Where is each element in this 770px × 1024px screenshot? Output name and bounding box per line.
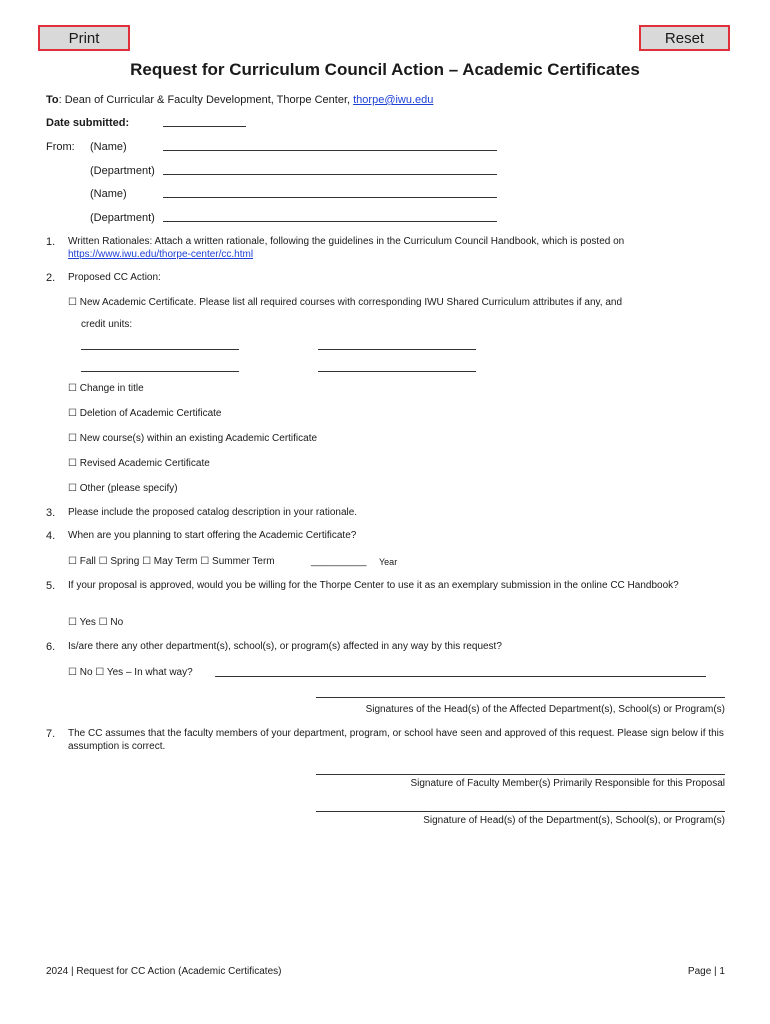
item-number-1: 1. [46, 236, 56, 248]
document-title: Request for Curriculum Council Action – Academic Certificates [130, 60, 640, 79]
catalog-description-text: Please include the proposed catalog description in your rationale. [68, 507, 358, 518]
option-change-title[interactable]: ☐ Change in title [68, 383, 144, 394]
option-new-course[interactable]: ☐ New course(s) within an existing Academic Certificate [68, 433, 318, 444]
option-revised[interactable]: ☐ Revised Academic Certificate [68, 458, 210, 469]
affected-question: Is/are there any other department(s), school(s), or program(s) affected in any way by this request? [68, 641, 502, 652]
proposed-action-label: Proposed CC Action: [68, 272, 161, 283]
faculty-signature-line[interactable] [316, 774, 725, 775]
from-department-field-2[interactable] [163, 221, 497, 222]
course-field-1[interactable] [81, 349, 239, 350]
date-submitted-field[interactable] [163, 126, 246, 127]
option-new-certificate[interactable]: ☐ New Academic Certificate. Please list all required courses with corresponding IWU Shared Curriculum attributes if any, and [68, 297, 623, 308]
faculty-signature-label: Signature of Faculty Member(s) Primarily Responsible for this Proposal [410, 778, 725, 789]
reset-button[interactable]: Reset [639, 25, 730, 51]
from-name-label-2: (Name) [90, 188, 127, 200]
head-signature-line[interactable] [316, 811, 725, 812]
year-label: Year [379, 557, 398, 567]
to-line [46, 93, 433, 107]
affected-signature-label: Signatures of the Head(s) of the Affected Department(s), School(s) or Program(s) [365, 704, 725, 715]
item-number-7: 7. [46, 728, 56, 740]
item-number-5: 5. [46, 580, 56, 592]
course-field-2[interactable] [318, 349, 476, 350]
item-number-2: 2. [46, 272, 56, 284]
yes-no-options[interactable]: ☐ Yes ☐ No [68, 617, 124, 628]
email-link[interactable]: thorpe@iwu.edu [353, 94, 434, 106]
affected-signature-line[interactable] [316, 697, 725, 698]
handbook-link[interactable]: https://www.iwu.edu/thorpe-center/cc.html [68, 249, 254, 260]
footer-left: 2024 | Request for CC Action (Academic Certificates) [46, 966, 282, 977]
from-department-label: (Department) [90, 165, 155, 177]
item-number-6: 6. [46, 641, 56, 653]
affected-explanation-field[interactable] [215, 676, 706, 677]
start-offering-question: When are you planning to start offering the Academic Certificate? [68, 530, 357, 541]
option-new-certificate-cont: credit units: [81, 319, 133, 330]
from-department-field[interactable] [163, 174, 497, 175]
from-label: From: [46, 141, 75, 153]
footer-page-number: Page | 1 [687, 966, 725, 977]
course-field-4[interactable] [318, 371, 476, 372]
head-signature-label: Signature of Head(s) of the Department(s), School(s), or Program(s) [423, 815, 725, 826]
option-deletion[interactable]: ☐ Deletion of Academic Certificate [68, 408, 222, 419]
affected-options[interactable]: ☐ No ☐ Yes – In what way? [68, 667, 193, 678]
option-other[interactable]: ☐ Other (please specify) [68, 483, 178, 494]
exemplary-question: If your proposal is approved, would you be willing for the Thorpe Center to use it as an exemplary submission in the online CC Handbook? [68, 580, 679, 591]
from-name-field-2[interactable] [163, 197, 497, 198]
to-label: To [46, 94, 59, 106]
from-department-label-2: (Department) [90, 212, 155, 224]
rationale-text: Written Rationales: Attach a written rationale, following the guidelines in the Curriculum Council Handbook, which is posted on [68, 236, 625, 247]
to-text: : Dean of Curricular & Faculty Development, Thorpe Center, [58, 94, 354, 106]
term-options[interactable]: ☐ Fall ☐ Spring ☐ May Term ☐ Summer Term [68, 556, 275, 567]
date-submitted-label: Date submitted: [46, 117, 130, 129]
course-field-3[interactable] [81, 371, 239, 372]
from-name-label: (Name) [90, 141, 127, 153]
year-field[interactable]: __________ [311, 556, 367, 567]
from-name-field[interactable] [163, 150, 497, 151]
item-number-4: 4. [46, 530, 56, 542]
print-button[interactable]: Print [38, 25, 130, 51]
assumption-text: The CC assumes that the faculty members of your department, program, or school have seen and approved of this request. Please sign below if this assumption is correct. [68, 728, 724, 752]
item-number-3: 3. [46, 507, 56, 519]
